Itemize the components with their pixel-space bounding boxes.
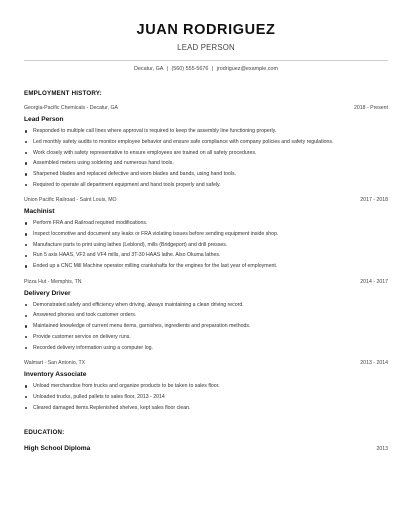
candidate-title: LEAD PERSON <box>177 43 235 52</box>
bullet-dot-icon <box>25 407 27 409</box>
bullet-dot-icon <box>25 222 27 224</box>
education-heading: EDUCATION: <box>24 429 65 437</box>
job-header <box>24 197 388 203</box>
bullet-dot-icon <box>25 130 27 132</box>
candidate-name: JUAN RODRIGUEZ <box>136 22 276 38</box>
education-entry <box>24 445 388 452</box>
job-company: Union Pacific Railroad - Saint Louis, MO <box>24 197 117 204</box>
bullet-text: Maintained knowledge of current menu items, garnishes, ingredients and preparation methods. <box>33 323 251 330</box>
bullet-text: Run 5 axis HAAS, VF2 and VF4 mills, and 3T-30 HAAS lathe. Also Okuma lathes. <box>33 252 221 259</box>
education-degree: High School Diploma <box>24 445 91 453</box>
list-item <box>24 172 388 177</box>
bullet-dot-icon <box>25 152 27 154</box>
list-item <box>24 183 388 188</box>
bullet-text: Assembled meters using soldering and numerous hand tools. <box>33 160 174 167</box>
job-bullets <box>24 129 388 188</box>
bullet-text: Unloaded trucks, pulled pallets to sales floor, 2013 - 2014 <box>33 393 165 400</box>
job-header <box>24 279 388 285</box>
education-year: 2013 <box>376 446 388 453</box>
job-dates: 2018 - Present <box>353 105 388 111</box>
list-item <box>24 335 388 340</box>
bullet-text: Required to operate all department equipment and hand tools properly and safely. <box>33 181 221 188</box>
employment-list <box>24 105 388 411</box>
job-title: Lead Person <box>24 116 64 123</box>
job-title: Delivery Driver <box>24 289 71 297</box>
job-dates: 2013 - 2014 <box>360 360 388 367</box>
list-item <box>24 253 388 258</box>
contact-separator: | <box>166 66 168 72</box>
job-bullets <box>24 384 388 411</box>
list-item <box>24 303 388 308</box>
job-bullets <box>24 221 388 269</box>
bullet-text: Responded to multiple call lines where approval is required to keep the assembly line functioning properly. <box>33 128 277 134</box>
list-item <box>24 395 388 400</box>
bullet-dot-icon <box>25 265 27 267</box>
bullet-dot-icon <box>25 396 27 398</box>
job-header <box>24 360 388 366</box>
contact-line <box>24 66 388 72</box>
bullet-dot-icon <box>25 347 27 349</box>
contact-email[interactable]: jrodriguez@example.com <box>216 66 278 72</box>
list-item <box>24 221 388 226</box>
list-item <box>24 243 388 248</box>
bullet-text: Inspect locomotive and document any leaks or FRA violating issues before sending equipment inside shop. <box>33 230 279 237</box>
job-title: Inventory Associate <box>24 371 87 379</box>
job-entry <box>24 197 388 269</box>
list-item <box>24 232 388 237</box>
contact-phone: (560) 555-5676 <box>171 66 209 72</box>
bullet-dot-icon <box>25 255 27 257</box>
contact-location: Decatur, GA <box>134 66 164 72</box>
bullet-dot-icon <box>25 304 27 306</box>
list-item <box>24 140 388 145</box>
job-title: Machinist <box>24 208 55 216</box>
list-item <box>24 313 388 318</box>
bullet-text: Led monthly safety audits to monitor employee behavior and ensure safe compliance with company policies and safety regulations. <box>33 138 334 145</box>
contact-separator: | <box>211 66 214 72</box>
list-item <box>24 129 388 134</box>
bullet-text: Cleared damaged items.Replenished shelves, kept sales floor clean. <box>33 404 191 411</box>
job-dates: 2014 - 2017 <box>360 278 388 285</box>
list-item <box>24 384 388 389</box>
list-item <box>24 151 388 156</box>
list-item <box>24 346 388 351</box>
bullet-text: Provide customer service on delivery runs. <box>33 333 131 340</box>
bullet-text: Answered phones and took customer orders. <box>33 312 137 319</box>
job-header <box>24 105 388 111</box>
job-company: Pizza Hut - Memphis, TN <box>24 278 82 285</box>
job-company: Georgia-Pacific Chemicals - Decatur, GA <box>24 105 118 111</box>
bullet-text: Manufacture parts to print using lathes (Leblond), mills (Bridgeport) and drill presses. <box>33 241 228 248</box>
list-item <box>24 264 388 269</box>
bullet-text: Unload merchandise from trucks and organize products to be taken to sales floor. <box>33 383 220 390</box>
job-dates: 2017 - 2018 <box>360 197 388 204</box>
bullet-dot-icon <box>25 162 27 164</box>
bullet-dot-icon <box>25 173 27 175</box>
bullet-dot-icon <box>25 244 27 246</box>
bullet-dot-icon <box>25 233 27 235</box>
list-item <box>24 324 388 329</box>
bullet-dot-icon <box>25 336 27 338</box>
list-item <box>24 406 388 411</box>
bullet-text: Ended up a CNC Mill Machine operator milling crankshafts for the engines for the last year of employment. <box>33 263 278 270</box>
bullet-text: Recorded delivery information using a computer log. <box>33 344 153 351</box>
bullet-dot-icon <box>25 141 27 143</box>
bullet-text: Work closely with safety representative to ensure employees are trained on all safety procedures. <box>33 149 257 156</box>
bullet-text: Sharpened blades and replaced defective and worn blades and bands, using hand tools. <box>33 171 237 177</box>
job-bullets <box>24 303 388 351</box>
bullet-text: Perform FRA and Railroad required modifications. <box>33 220 148 227</box>
employment-heading: EMPLOYMENT HISTORY: <box>24 90 102 97</box>
list-item <box>24 161 388 166</box>
job-entry <box>24 279 388 351</box>
job-entry <box>24 360 388 411</box>
bullet-dot-icon <box>25 325 27 327</box>
header-divider <box>24 60 388 61</box>
job-company: Walmart - San Antonio, TX <box>24 360 86 367</box>
bullet-dot-icon <box>25 184 27 186</box>
bullet-text: Demonstrated safety and efficiency when driving, always maintaining a clean driving record. <box>33 301 244 308</box>
job-entry <box>24 105 388 188</box>
bullet-dot-icon <box>25 315 27 317</box>
bullet-dot-icon <box>25 385 27 387</box>
